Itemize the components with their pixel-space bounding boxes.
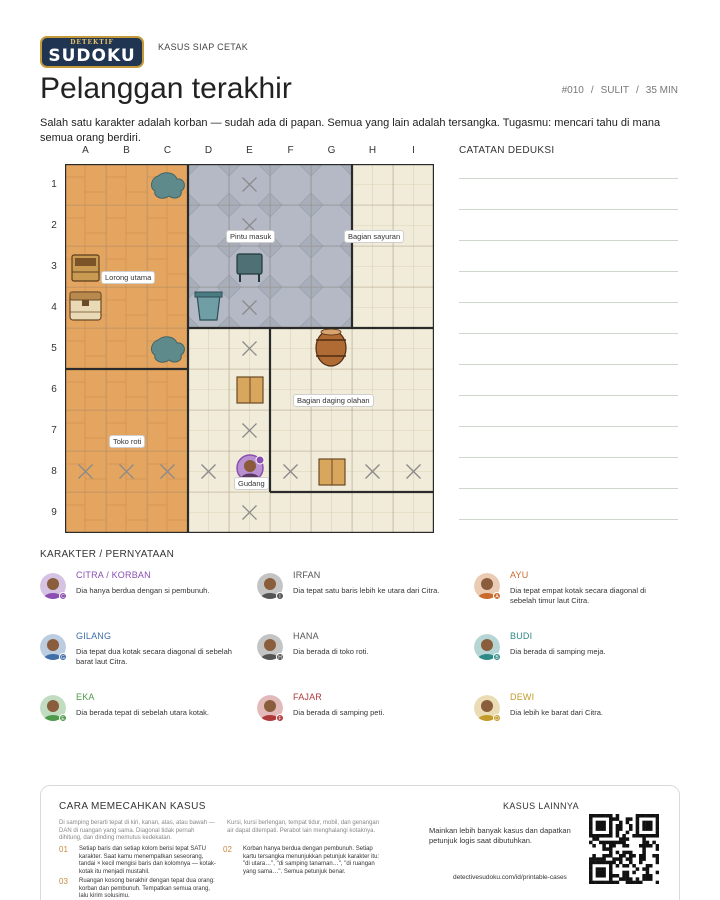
note-line	[459, 457, 678, 458]
character-statement: Dia tepat dua kotak secara diagonal di sebelah barat laut Citra.	[76, 647, 232, 666]
row-label: 6	[51, 384, 57, 395]
step-number: 01	[59, 845, 68, 854]
character-statement: Dia berada tepat di sebelah utara kotak.	[76, 708, 210, 717]
character-initial-badge: B	[493, 653, 501, 661]
character-statement: Dia tepat satu baris lebih ke utara dari Citra.	[293, 586, 440, 595]
logo-top-text: DETEKTIF	[70, 39, 114, 46]
character-statement: Dia tepat empat kotak secara diagonal di sebelah timur laut Citra.	[510, 586, 646, 605]
column-label: F	[287, 145, 294, 156]
kicker: KASUS SIAP CETAK	[158, 42, 248, 52]
note-line	[459, 333, 678, 334]
character-name: AYU	[510, 570, 529, 580]
characters-title: KARAKTER / PERNYATAAN	[40, 549, 175, 560]
howto-intro-right: Kursi, kursi berlengan, tempat tidur, mobil, dan genangan air dapat ditempati. Perabot lain menghalangi kotaknya.	[227, 820, 380, 834]
note-line	[459, 209, 678, 210]
note-line	[459, 178, 678, 179]
intro-text: Salah satu karakter adalah korban — sudah ada di papan. Semua yang lain adalah tersangka. Tugasmu: mencari tahu di mana semua orang berdiri.	[40, 117, 661, 144]
more-cases-title: KASUS LAINNYA	[503, 801, 580, 811]
page-title: Pelanggan terakhir	[40, 72, 292, 105]
row-label: 7	[51, 425, 57, 436]
note-line	[459, 271, 678, 272]
note-line	[459, 519, 678, 520]
character-initial-badge: H	[276, 653, 284, 661]
character-initial-badge: A	[493, 592, 501, 600]
character-name: HANA	[293, 631, 319, 641]
column-label: H	[368, 145, 377, 156]
character-name: EKA	[76, 692, 95, 702]
room-label-vegetables: Bagian sayuran	[344, 230, 404, 243]
character-name: DEWI	[510, 692, 535, 702]
note-line	[459, 426, 678, 427]
qr-code-icon[interactable]	[589, 814, 659, 884]
box-icon	[319, 459, 345, 485]
note-line	[459, 240, 678, 241]
row-label: 1	[51, 179, 57, 190]
more-cases-link[interactable]: detectivesudoku.com/id/printable-cases	[453, 874, 567, 881]
room-label-main-hall: Lorong utama	[101, 271, 155, 284]
row-label: 3	[51, 261, 57, 272]
barrel-icon	[316, 329, 346, 366]
case-difficulty: SULIT	[600, 85, 629, 96]
character-initial-badge: C	[59, 592, 67, 600]
character-statement: Dia berada di samping peti.	[293, 708, 385, 717]
room-label-deli: Bagian daging olahan	[293, 394, 374, 407]
character-initial-badge: E	[59, 714, 67, 722]
logo-main-text: SUDOKU	[48, 46, 136, 66]
character-statement: Dia berada di samping meja.	[510, 647, 606, 656]
character-initial-badge: I	[276, 592, 284, 600]
character-initial-badge: D	[493, 714, 501, 722]
row-label: 8	[51, 466, 57, 477]
note-line	[459, 302, 678, 303]
column-label: B	[123, 145, 130, 156]
brand-logo	[40, 36, 144, 68]
chest-icon	[70, 292, 101, 320]
room-label-bakery: Toko roti	[109, 435, 145, 448]
crate-icon	[72, 255, 99, 281]
column-label: I	[412, 145, 415, 156]
box-icon	[237, 377, 263, 403]
case-duration: 35 MIN	[645, 85, 678, 96]
row-label: 2	[51, 220, 57, 231]
note-line	[459, 488, 678, 489]
column-label: D	[204, 145, 213, 156]
character-initial-badge: G	[59, 653, 67, 661]
note-line	[459, 395, 678, 396]
puzzle-board[interactable]	[65, 164, 434, 533]
step-text: Ruangan kosong berakhir dengan tepat dua orang: korban dan pembunuh. Tempatkan semua orang, lalu kirim solusimu.	[79, 878, 215, 899]
notes-title: CATATAN DEDUKSI	[459, 145, 555, 156]
column-label: C	[163, 145, 172, 156]
more-cases-text: Mainkan lebih banyak kasus dan dapatkan petunjuk logis saat dibutuhkan.	[429, 826, 571, 845]
bin-icon	[195, 292, 222, 320]
character-name: FAJAR	[293, 692, 323, 702]
character-name: BUDI	[510, 631, 533, 641]
step-text: Korban hanya berdua dengan pembunuh. Setiap kartu tersangka menunjukkan petunjuk karakter itu: "di utara…", "di samping tanaman…", "di ruangan yang sama…". Semua petunjuk benar.	[243, 846, 380, 875]
column-label: E	[246, 145, 253, 156]
character-name: IRFAN	[293, 570, 321, 580]
step-text: Setiap baris dan setiap kolom berisi tepat SATU karakter. Saat kamu menempatkan seseorang, tandai × kecil mengisi baris dan kolomnya — kotak-kotak itu menjadi mustahil.	[79, 846, 216, 875]
character-statement: Dia hanya berdua dengan si pembunuh.	[76, 586, 210, 595]
column-label: A	[82, 145, 89, 156]
character-name: GILANG	[76, 631, 112, 641]
column-label: G	[327, 145, 336, 156]
character-name: CITRA / KORBAN	[76, 570, 151, 580]
howto-intro-left: Di samping berarti tepat di kiri, kanan, atas, atau bawah — DAN di ruangan yang sama. Diagonal tidak pernah dihitung, dan dinding memutus kedekatan.	[59, 820, 215, 841]
step-number: 03	[59, 877, 68, 886]
row-label: 5	[51, 343, 57, 354]
row-label: 4	[51, 302, 57, 313]
character-initial-badge: F	[276, 714, 284, 722]
note-line	[459, 364, 678, 365]
room-label-storage: Gudang	[234, 477, 269, 490]
step-number: 02	[223, 845, 232, 854]
case-number: #010	[561, 85, 584, 96]
howto-panel	[40, 785, 680, 900]
case-meta: #010 / SULIT / 35 MIN	[561, 85, 678, 96]
character-statement: Dia berada di toko roti.	[293, 647, 369, 656]
character-statement: Dia lebih ke barat dari Citra.	[510, 708, 603, 717]
howto-title: CARA MEMECAHKAN KASUS	[59, 801, 206, 812]
row-label: 9	[51, 507, 57, 518]
room-label-entrance: Pintu masuk	[226, 230, 275, 243]
